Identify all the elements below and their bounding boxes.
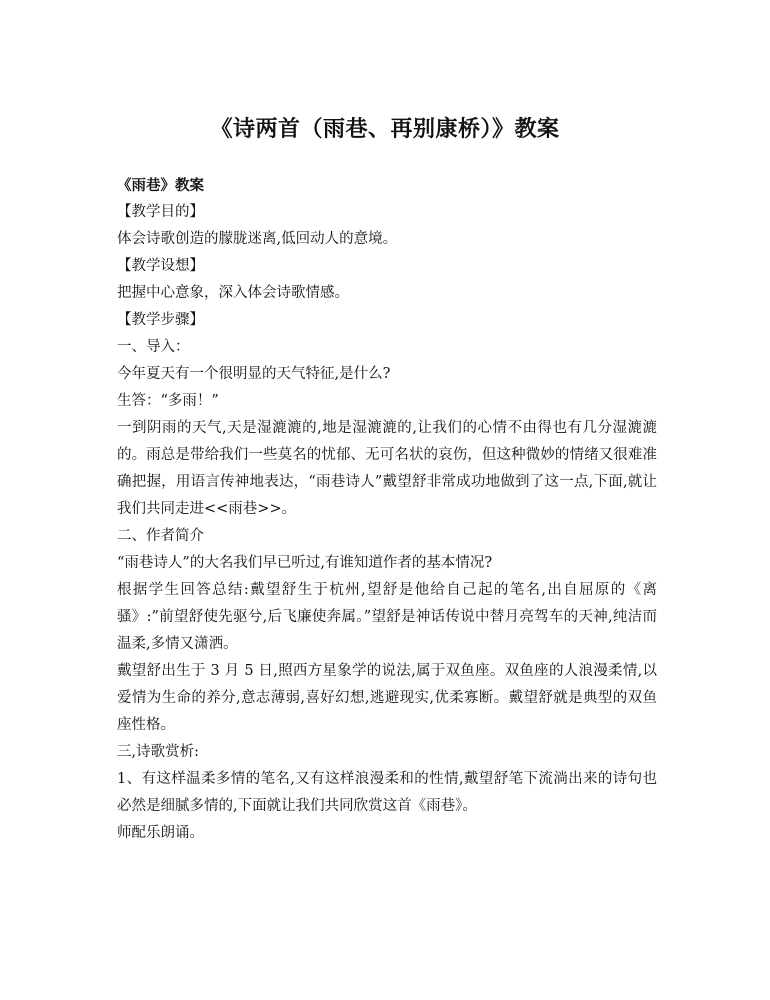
paragraph-author-question: “雨巷诗人”的大名我们早已听过,有谁知道作者的基本情况?	[117, 555, 493, 571]
paragraph-rainy-mood: 一到阴雨的天气,天是湿漉漉的,地是湿漉漉的,让我们的心情不由得也有几分湿漉漉的。雨总是带给我们一些莫名的忧郁、无可名状的哀伤，但这种微妙的情绪又很难准确把握，用语言传神地表达，“雨巷诗人”戴望舒非常成功地做到了这一点,下面,就让我们共同走进<<雨巷>>。	[117, 420, 657, 517]
paragraph-teaching-concept: 把握中心意象，深入体会诗歌情感。	[117, 285, 349, 301]
heading-teaching-concept: 【教学设想】	[117, 258, 204, 274]
paragraph-author-summary: 根据学生回答总结:戴望舒生于杭州,望舒是他给自己起的笔名,出自屈原的《离骚》:”前望舒使先驱兮,后飞廉使奔属。”望舒是神话传说中替月亮驾车的天神,纯洁而温柔,多情又潇洒。	[117, 582, 657, 652]
paragraph-teaching-objectives: 体会诗歌创造的朦胧迷离,低回动人的意境。	[117, 231, 398, 247]
paragraph-author-personality: 戴望舒出生于 3 月 5 日,照西方星象学的说法,属于双鱼座。双鱼座的人浪漫柔情,以爱情为生命的养分,意志薄弱,喜好幻想,逃避现实,优柔寡断。戴望舒就是典型的双鱼座性格。	[117, 663, 657, 733]
paragraph-teacher-recitation: 师配乐朗诵。	[117, 825, 204, 841]
paragraph-student-answer: 生答：“多雨！”	[117, 393, 219, 409]
heading-teaching-objectives: 【教学目的】	[117, 204, 204, 220]
paragraph-appreciation-1: 1、有这样温柔多情的笔名,又有这样浪漫柔和的性情,戴望舒笔下流淌出来的诗句也必然是细腻多情的,下面就让我们共同欣赏这首《雨巷》。	[117, 771, 657, 814]
document-body	[117, 172, 657, 847]
document-title: 《诗两首（雨巷、再别康桥）》教案	[210, 116, 560, 142]
heading-author-intro: 二、作者简介	[117, 528, 204, 544]
heading-teaching-steps: 【教学步骤】	[117, 312, 204, 328]
paragraph-question-weather: 今年夏天有一个很明显的天气特征,是什么?	[117, 366, 391, 382]
heading-introduction: 一、导入：	[117, 339, 190, 355]
heading-poem-appreciation: 三,诗歌赏析:	[117, 744, 199, 760]
section-heading-yuxiang-lesson-plan: 《雨巷》教案	[117, 177, 204, 194]
